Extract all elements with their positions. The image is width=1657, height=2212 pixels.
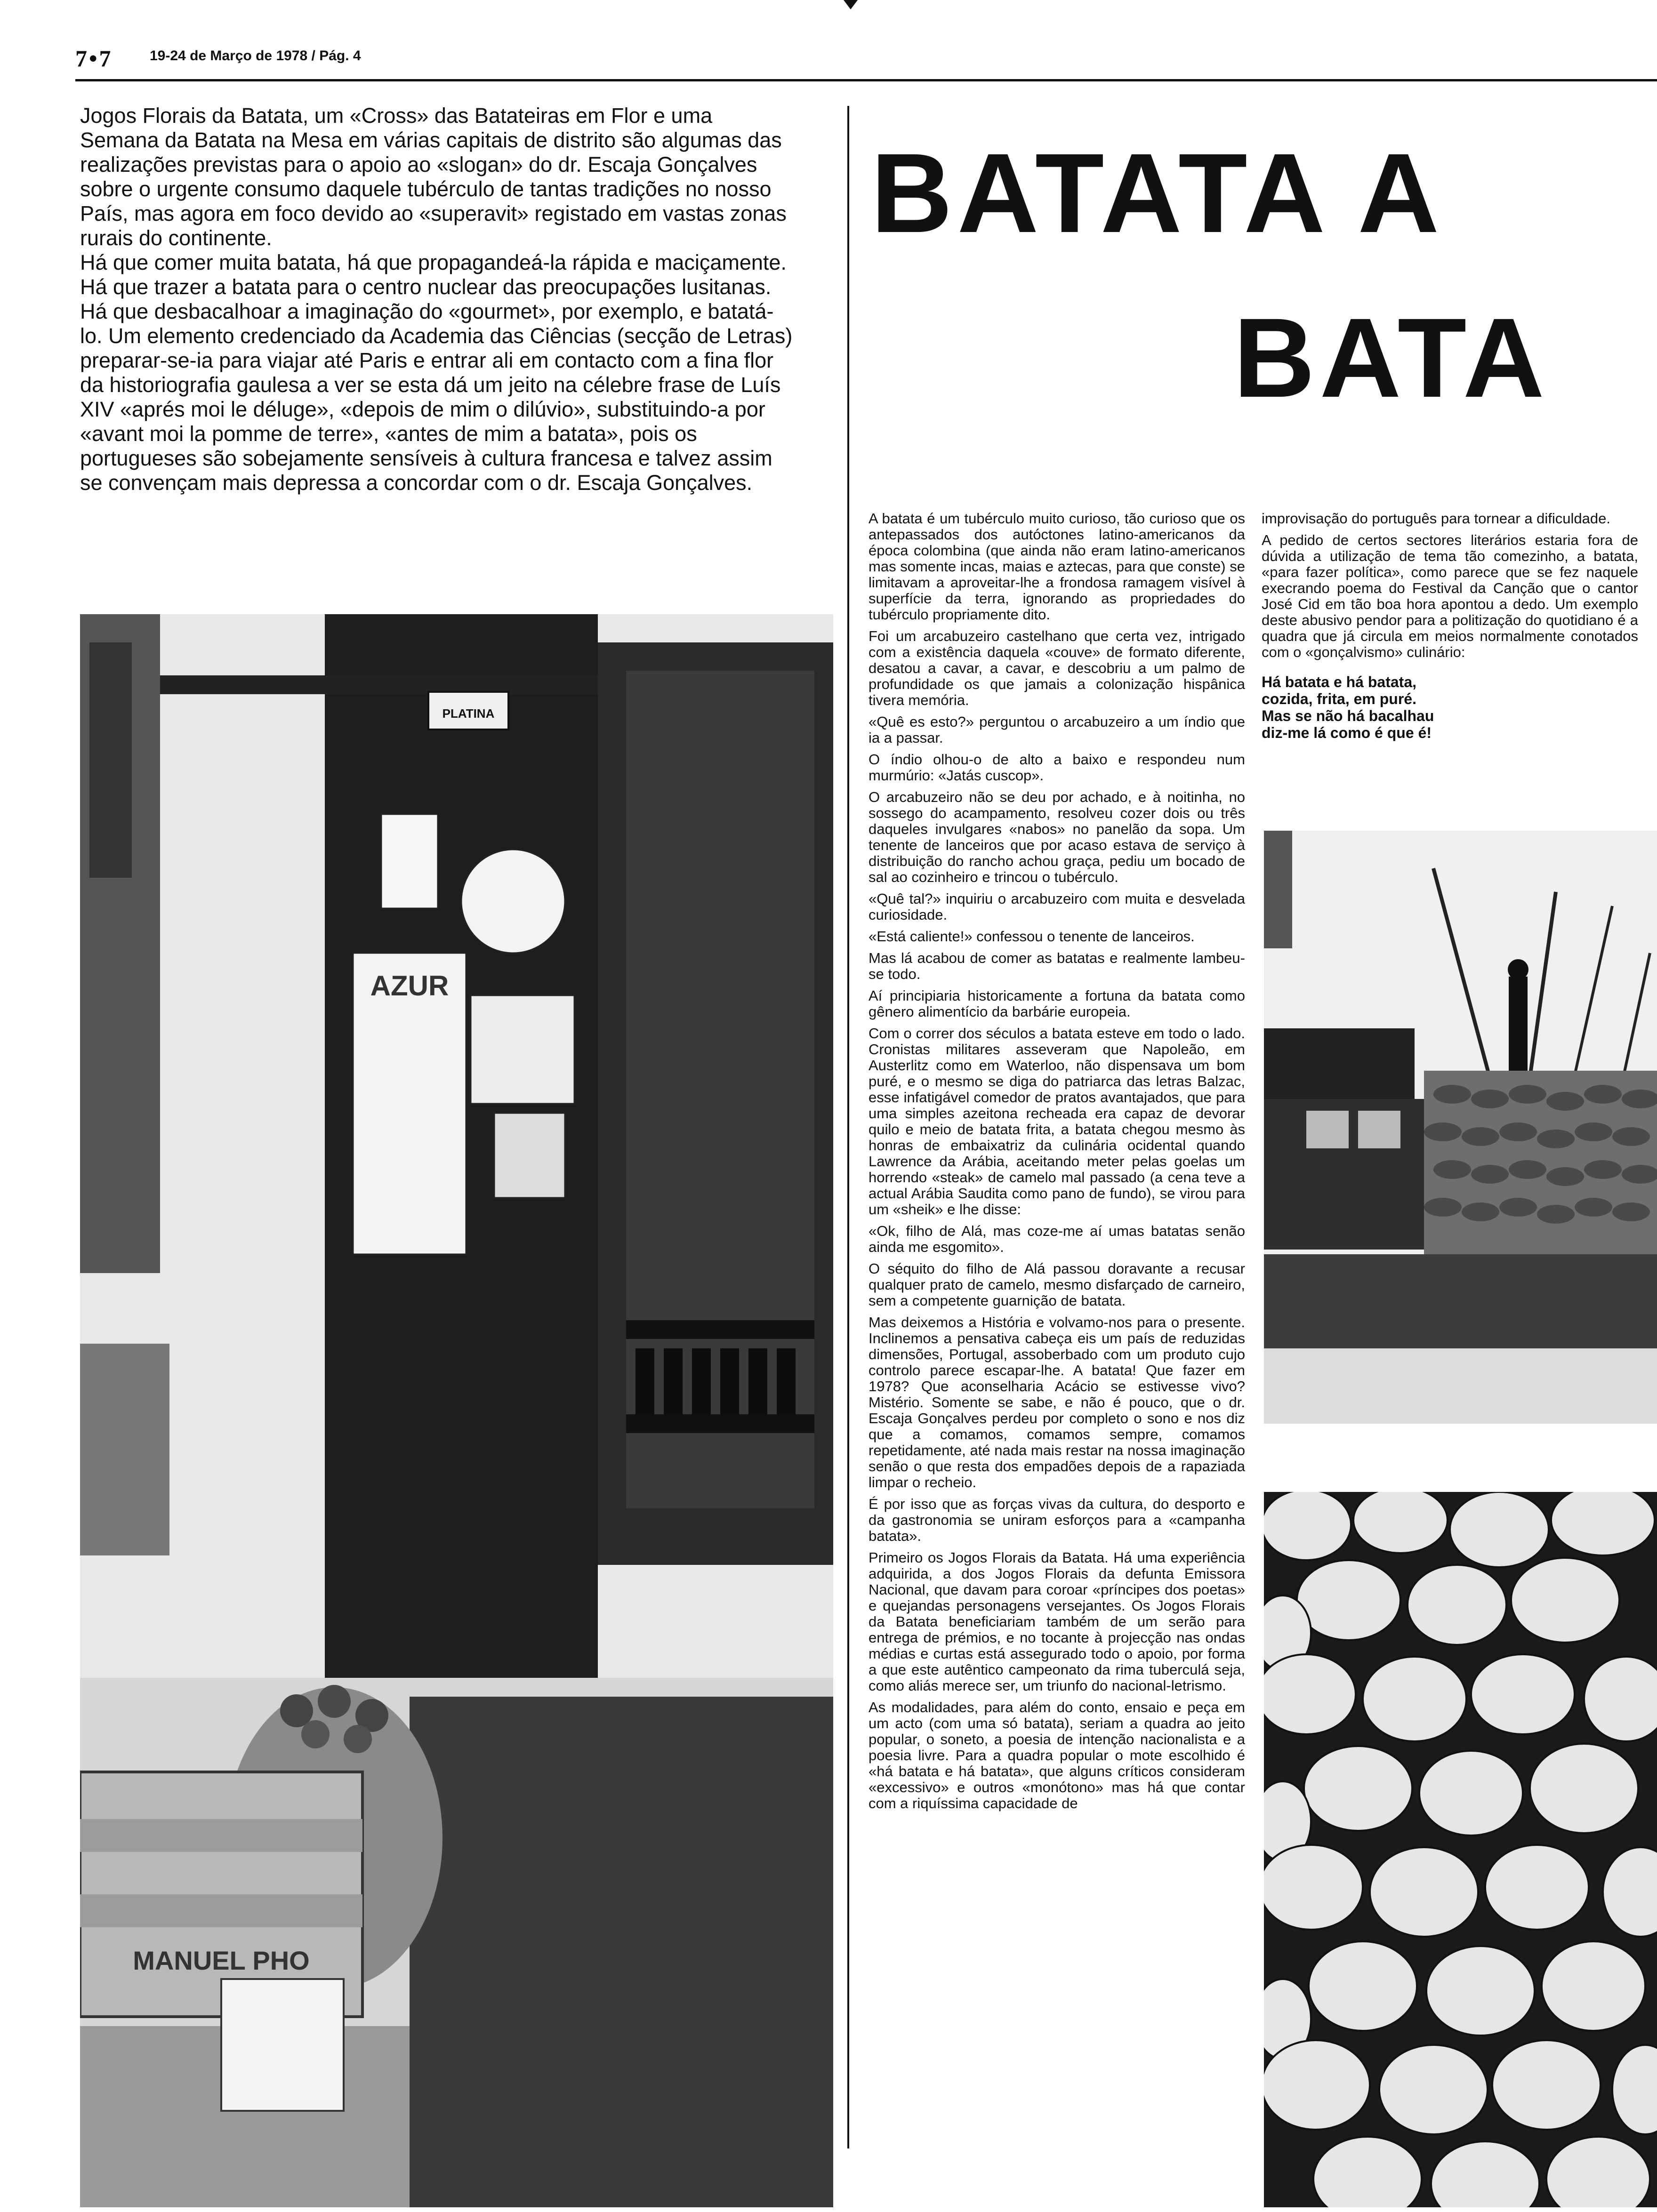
article-paragraph: «Está caliente!» confessou o tenente de lanceiros.: [869, 928, 1195, 945]
article-paragraph: Mas lá acabou de comer as batatas e realmente lambeu-se todo.: [869, 950, 1245, 982]
quatrain: [1262, 673, 1638, 741]
truck-photo: [1264, 831, 1657, 1424]
article-paragraph: «Quê tal?» inquiriu o arcabuzeiro com muita e desvelada curiosidade.: [869, 890, 1245, 923]
column-divider: [847, 106, 849, 2148]
quatrain-line: Mas se não há bacalhau: [1262, 707, 1434, 724]
dateline: 19-24 de Março de 1978 / Pág. 4: [150, 48, 361, 64]
article-paragraph: Com o correr dos séculos a batata esteve em todo o lado. Cronistas militares asseveram que Napoleão, em Austerlitz como em Waterloo, não dispensava um bom puré, e o mesmo se diga do patriarca das letras Balzac, esse infatigável comedor de pratos avantajados, que para uma simples azeitona recheada era capaz de devorar quilo e meio de batata frita, a batata chegou mesmo às honras de embaixatriz da culinária ocidental quando Lawrence da Arábia, aceitando meter pelas goelas um horrendo «steak» de camelo mal passado (a cena teve a actual Arábia Saudita como pano de fundo), se virou para um «sheik» e lhe disse:: [869, 1025, 1245, 1218]
quatrain-line: cozida, frita, em puré.: [1262, 690, 1416, 707]
article-paragraph: Aí principiaria historicamente a fortuna da batata como gênero alimentício da barbárie europeia.: [869, 987, 1245, 1020]
article-column-middle: [869, 511, 1245, 1817]
article-paragraph: Primeiro os Jogos Florais da Batata. Há uma experiência adquirida, a dos Jogos Florais da defunta Emissora Nacional, que davam para coroar «príncipes dos poetas» e quejandas personagens versejantes. Os Jogos Florais da Batata beneficiariam também de um serão para entrega de prémios, e no tocante à projecção nas ondas médias e curtas está assegurado todo o apoio, por forma a que este autêntico campeonato da rima tuberculá seja, como aliás merece ser, um triunfo do nacional-letrismo.: [869, 1549, 1245, 1694]
article-paragraph: A pedido de certos sectores literários estaria fora de dúvida a utilização de tema tão comezinho, a batata, «para fazer política», como parece que se fez naquele execrando poema do Festival da Canção que o cantor José Cid em tão boa hora apontou a dedo. Um exemplo deste abusivo pendor para a politização do quotidiano é a quadra que já circula em meios normalmente conotados com o «gonçalvismo» culinário:: [1262, 532, 1638, 660]
article-paragraph: É por isso que as forças vivas da cultura, do desporto e da gastronomia se uniram esforços para a «campanha batata».: [869, 1496, 1245, 1544]
article-paragraph: O índio olhou-o de alto a baixo e respondeu num murmúrio: «Jatás cuscop».: [869, 751, 1245, 784]
headline-line-2: BATA: [1233, 295, 1549, 421]
shop-photo: [80, 614, 833, 2207]
article-paragraph: Foi um arcabuzeiro castelhano que certa vez, intrigado com a existência daquela «couve» de formato diferente, desatou a cavar, a cavar, e descobriu a um palmo de profundidade os que jamais a colonização hispânica tivera memória.: [869, 628, 1245, 708]
article-column-right: [1262, 511, 1638, 741]
fold-mark: [844, 0, 858, 10]
intro-paragraph: Jogos Florais da Batata, um «Cross» das Batateiras em Flor e uma Semana da Batata na Mesa em várias capitais de distrito são algumas das realizações previstas para o apoio ao «slogan» do dr. Escaja Gonçalves sobre o urgente consumo daquele tubérculo de tantas tradições no nosso País, mas agora em foco devido ao «superavit» registado em vastas zonas rurais do continente.: [80, 104, 787, 250]
article-paragraph: A batata é um tubérculo muito curioso, tão curioso que os antepassados dos autóctones latino-americanos da época colombina (que ainda não eram latino-americanos mas somente incas, maias e aztecas, para que conste) se limitavam a aproveitar-lhe a frondosa ramagem visível à superfície da terra, ignorando as propriedades do tubérculo propriamente dito.: [869, 510, 1245, 623]
article-paragraph: As modalidades, para além do conto, ensaio e peça em um acto (com uma só batata), seriam a quadra ao jeito popular, o soneto, a poesia de intenção nacionalista e a poesia livre. Para a quadra popular o mote escolhido é «há batata e há batata», que alguns críticos consideram «excessivo» e outros «monótono» mas há que contar com a riquíssima capacidade de: [869, 1699, 1245, 1811]
crate-label: MANUEL PHO: [133, 1946, 310, 1975]
article-paragraph: O séquito do filho de Alá passou doravante a recusar qualquer prato de camelo, mesmo disfarçado de carneiro, sem a competente guarnição de batata.: [869, 1260, 1245, 1309]
quatrain-line: diz-me lá como é que é!: [1262, 724, 1432, 741]
platina-sign: PLATINA: [442, 706, 495, 721]
article-paragraph: Mas deixemos a História e volvamo-nos para o presente. Inclinemos a pensativa cabeça eis um país de reduzidas dimensões, Portugal, assoberbado com um produto cujo controlo parece escapar-lhe. A batata! Que fazer em 1978? Que aconselharia Acácio se estivesse vivo? Mistério. Somente se sabe, e não é pouco, que o dr. Escaja Gonçalves perdeu por completo o sono e nos diz que a comamos, comamos sempre, comamos repetidamente, até nada mais restar na nossa imaginação senão o que resta dos empadões depois de a rapaziada limpar o recheio.: [869, 1314, 1245, 1491]
potatoes-photo: [1264, 1492, 1657, 2207]
intro-paragraph: Há que comer muita batata, há que propagandeá-la rápida e maciçamente. Há que trazer a batata para o centro nuclear das preocupações lusitanas. Há que desbacalhoar a imaginação do «gourmet», por exemplo, e batatá-lo. Um elemento credenciado da Academia das Ciências (secção de Letras) preparar-se-ia para viajar até Paris e entrar ali em contacto com a fina flor da historiografia gaulesa a ver se esta dá um jeito na célebre frase de Luís XIV «aprés moi le déluge», «depois de mim o dilúvio», substituindo-a por «avant moi la pomme de terre», «antes de mim a batata», pois os portugueses são sobejamente sensíveis à cultura francesa e talvez assim se convençam mais depressa a concordar com o dr. Escaja Gonçalves.: [80, 250, 793, 495]
headline-line-1: BATATA A: [871, 130, 1444, 256]
quatrain-line: Há batata e há batata,: [1262, 673, 1416, 690]
intro-lead: [80, 104, 796, 495]
publication-logo: 7•7: [75, 45, 113, 72]
article-paragraph: O arcabuzeiro não se deu por achado, e à noitinha, no sossego do acampamento, resolveu cozer dois ou três daqueles invulgares «nabos» no panelão da sopa. Um tenente de lanceiros que por acaso estava de serviço à distribuição do rancho achou graça, pediu um bocado de sal ao cozinheiro e trincou o tubérculo.: [869, 789, 1245, 885]
header-rule: [75, 79, 1657, 81]
page-header: [0, 0, 1657, 80]
article-paragraph: «Ok, filho de Alá, mas coze-me aí umas batatas senão ainda me esgomito».: [869, 1223, 1245, 1255]
azur-poster: AZUR: [370, 970, 449, 1002]
article-paragraph: improvisação do português para tornear a dificuldade.: [1262, 510, 1611, 527]
article-paragraph: «Quê es esto?» perguntou o arcabuzeiro a um índio que ia a passar.: [869, 713, 1245, 746]
